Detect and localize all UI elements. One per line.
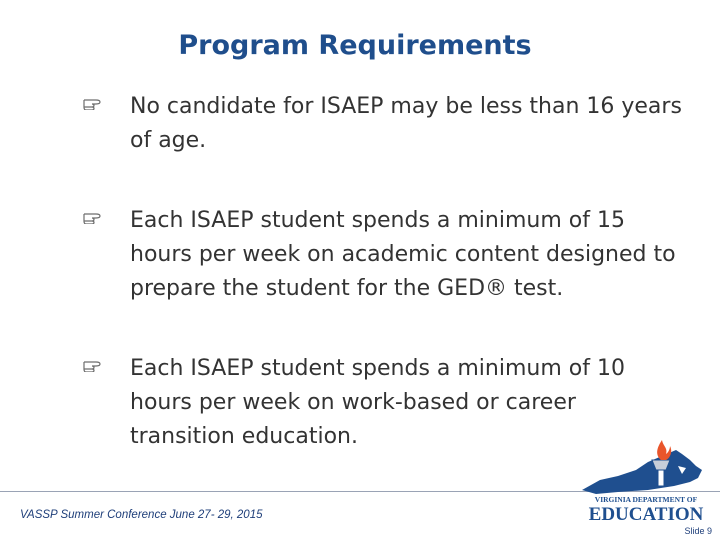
logo-text-line1: VIRGINIA DEPARTMENT OF (594, 495, 698, 504)
slide-number: Slide 9 (684, 526, 712, 536)
slide-title: Program Requirements (178, 30, 532, 61)
footer-conference: VASSP Summer Conference June 27- 29, 2015 (20, 509, 263, 521)
bullet-text: No candidate for ISAEP may be less than 16 years of age. (130, 94, 682, 153)
pointing-hand-icon (82, 358, 104, 372)
bullet-text: Each ISAEP student spends a minimum of 10 hours per week on work-based or career transition education. (130, 356, 625, 449)
bullet-item (82, 90, 682, 158)
pointing-hand-icon (82, 210, 104, 224)
bullet-list (82, 90, 682, 454)
bullet-item (82, 204, 682, 306)
virginia-torch-logo (578, 436, 714, 526)
logo-text-line2: EDUCATION (588, 504, 704, 525)
bullet-text: Each ISAEP student spends a minimum of 15 hours per week on academic content designed to prepare the student for the GED® test. (130, 208, 676, 301)
pointing-hand-icon (82, 96, 104, 110)
